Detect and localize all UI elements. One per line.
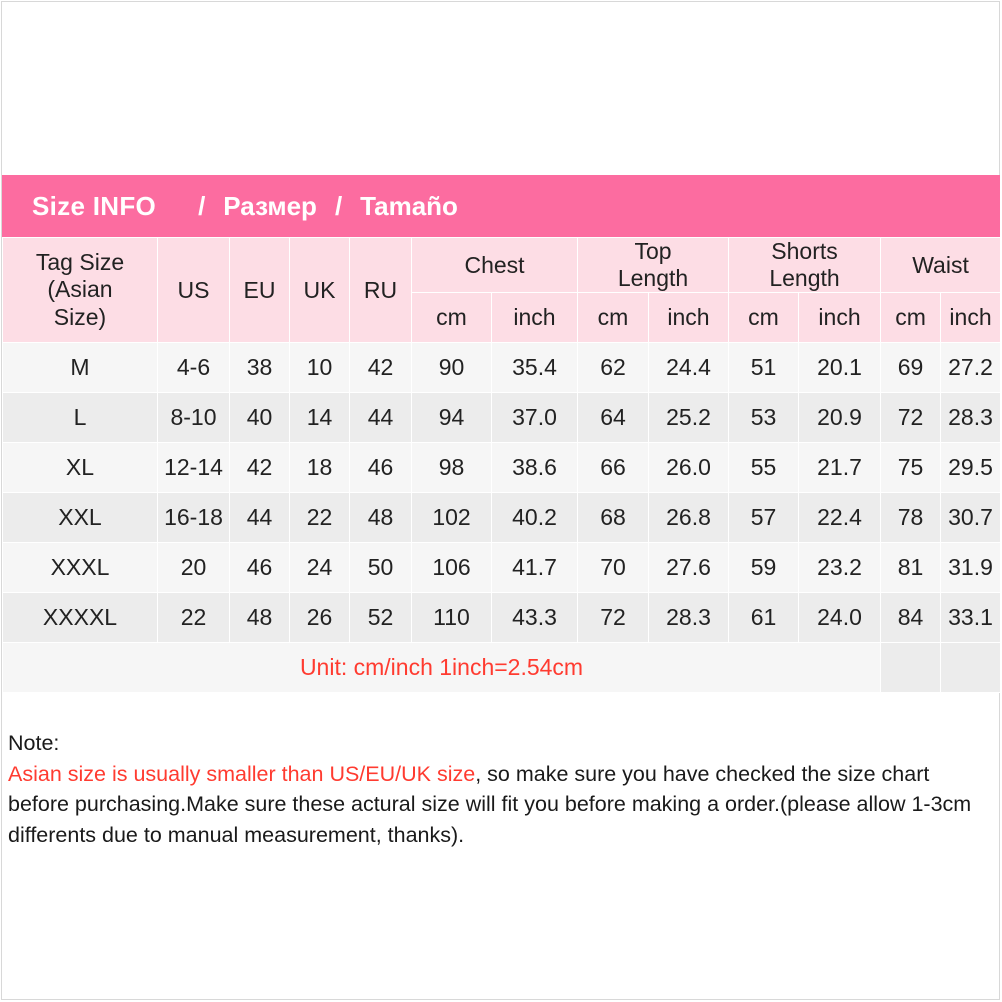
cell-waist-inch: 31.9: [941, 543, 1001, 593]
unit-note: Unit: cm/inch 1inch=2.54cm: [3, 643, 881, 693]
cell-chest-inch: 37.0: [492, 393, 578, 443]
cell-tag: XXXL: [3, 543, 158, 593]
cell-waist-inch: 29.5: [941, 443, 1001, 493]
cell-shorts-cm: 61: [729, 593, 799, 643]
table-row: [3, 593, 1001, 643]
header-waist: Waist: [881, 238, 1001, 293]
table-row: [3, 493, 1001, 543]
cell-top-cm: 72: [578, 593, 649, 643]
cell-chest-inch: 38.6: [492, 443, 578, 493]
cell-shorts-inch: 24.0: [799, 593, 881, 643]
cell-uk: 14: [290, 393, 350, 443]
cell-chest-inch: 43.3: [492, 593, 578, 643]
cell-chest-cm: 94: [412, 393, 492, 443]
header-waist-inch: inch: [941, 293, 1001, 343]
header-tag-size-line1: Tag Size: [35, 248, 125, 275]
cell-chest-cm: 98: [412, 443, 492, 493]
cell-ru: 42: [350, 343, 412, 393]
cell-ru: 48: [350, 493, 412, 543]
cell-shorts-inch: 21.7: [799, 443, 881, 493]
cell-waist-cm: 84: [881, 593, 941, 643]
note-highlight: Asian size is usually smaller than US/EU/UK size: [8, 761, 476, 786]
cell-us: 12-14: [158, 443, 230, 493]
cell-us: 4-6: [158, 343, 230, 393]
cell-chest-cm: 106: [412, 543, 492, 593]
cell-top-cm: 70: [578, 543, 649, 593]
title-separator-2: /: [334, 190, 343, 221]
note-label: Note:: [8, 731, 60, 755]
header-ru: RU: [350, 238, 412, 343]
header-top-length-line2: Length: [617, 265, 689, 292]
header-uk: UK: [290, 238, 350, 343]
cell-us: 16-18: [158, 493, 230, 543]
header-chest-cm: cm: [412, 293, 492, 343]
cell-shorts-inch: 22.4: [799, 493, 881, 543]
table-row: [3, 393, 1001, 443]
cell-us: 8-10: [158, 393, 230, 443]
cell-top-inch: 26.8: [649, 493, 729, 543]
header-tag-size-line2: (Asian: [47, 276, 113, 303]
cell-uk: 24: [290, 543, 350, 593]
table-row: [3, 443, 1001, 493]
header-eu: EU: [230, 238, 290, 343]
cell-shorts-cm: 57: [729, 493, 799, 543]
cell-shorts-cm: 53: [729, 393, 799, 443]
cell-eu: 44: [230, 493, 290, 543]
header-shorts-length-line1: Shorts: [771, 238, 838, 264]
cell-eu: 46: [230, 543, 290, 593]
cell-ru: 46: [350, 443, 412, 493]
cell-top-cm: 64: [578, 393, 649, 443]
cell-waist-cm: 78: [881, 493, 941, 543]
cell-ru: 50: [350, 543, 412, 593]
header-shorts-cm: cm: [729, 293, 799, 343]
unit-note-filler-2: [941, 643, 1001, 693]
cell-waist-cm: 72: [881, 393, 941, 443]
cell-waist-inch: 28.3: [941, 393, 1001, 443]
cell-uk: 10: [290, 343, 350, 393]
title-size-info: Size INFO: [32, 190, 157, 221]
header-top-inch: inch: [649, 293, 729, 343]
cell-eu: 40: [230, 393, 290, 443]
cell-shorts-cm: 51: [729, 343, 799, 393]
header-tag-size-line3: Size): [53, 303, 107, 330]
title-band: [2, 175, 1000, 237]
title-spanish: Tamaño: [360, 190, 458, 221]
note-body: [8, 759, 994, 851]
cell-top-cm: 68: [578, 493, 649, 543]
table-header-row-1: [3, 238, 1001, 293]
cell-tag: XXL: [3, 493, 158, 543]
cell-shorts-inch: 23.2: [799, 543, 881, 593]
cell-us: 22: [158, 593, 230, 643]
note-rest: , so make sure you have checked the size chart before purchasing.Make sure these actural size will fit you before making a order.(please allow 1-3cm differents due to manual measurement, thanks).: [8, 761, 972, 847]
header-tag-size: [3, 238, 158, 343]
cell-top-inch: 26.0: [649, 443, 729, 493]
cell-chest-inch: 40.2: [492, 493, 578, 543]
cell-chest-cm: 90: [412, 343, 492, 393]
cell-top-inch: 28.3: [649, 593, 729, 643]
cell-top-cm: 62: [578, 343, 649, 393]
unit-note-row: [3, 643, 1001, 693]
cell-shorts-cm: 59: [729, 543, 799, 593]
header-top-cm: cm: [578, 293, 649, 343]
header-shorts-inch: inch: [799, 293, 881, 343]
cell-tag: M: [3, 343, 158, 393]
cell-eu: 42: [230, 443, 290, 493]
cell-waist-inch: 33.1: [941, 593, 1001, 643]
cell-waist-cm: 75: [881, 443, 941, 493]
header-chest-inch: inch: [492, 293, 578, 343]
cell-chest-inch: 41.7: [492, 543, 578, 593]
title-russian: Размер: [223, 190, 317, 221]
cell-us: 20: [158, 543, 230, 593]
cell-uk: 26: [290, 593, 350, 643]
title-separator-1: /: [198, 190, 206, 221]
cell-chest-cm: 102: [412, 493, 492, 543]
cell-tag: XXXXL: [3, 593, 158, 643]
cell-waist-cm: 69: [881, 343, 941, 393]
cell-waist-inch: 27.2: [941, 343, 1001, 393]
cell-shorts-inch: 20.1: [799, 343, 881, 393]
cell-uk: 18: [290, 443, 350, 493]
cell-uk: 22: [290, 493, 350, 543]
header-waist-cm: cm: [881, 293, 941, 343]
cell-eu: 48: [230, 593, 290, 643]
cell-ru: 44: [350, 393, 412, 443]
cell-eu: 38: [230, 343, 290, 393]
unit-note-filler-1: [881, 643, 941, 693]
header-shorts-length-line2: Length: [769, 265, 840, 292]
cell-shorts-cm: 55: [729, 443, 799, 493]
cell-waist-inch: 30.7: [941, 493, 1001, 543]
cell-chest-cm: 110: [412, 593, 492, 643]
table-row: [3, 543, 1001, 593]
cell-top-cm: 66: [578, 443, 649, 493]
cell-top-inch: 27.6: [649, 543, 729, 593]
header-top-length: [578, 238, 729, 293]
measurements-table: [2, 237, 1001, 693]
header-top-length-line1: Top: [634, 238, 672, 264]
header-shorts-length: [729, 238, 881, 293]
header-us: US: [158, 238, 230, 343]
cell-top-inch: 25.2: [649, 393, 729, 443]
header-chest: Chest: [412, 238, 578, 293]
cell-tag: L: [3, 393, 158, 443]
cell-shorts-inch: 20.9: [799, 393, 881, 443]
cell-tag: XL: [3, 443, 158, 493]
table-row: [3, 343, 1001, 393]
cell-ru: 52: [350, 593, 412, 643]
cell-chest-inch: 35.4: [492, 343, 578, 393]
cell-waist-cm: 81: [881, 543, 941, 593]
note-block: [4, 722, 998, 850]
cell-top-inch: 24.4: [649, 343, 729, 393]
size-chart: [2, 175, 1000, 693]
